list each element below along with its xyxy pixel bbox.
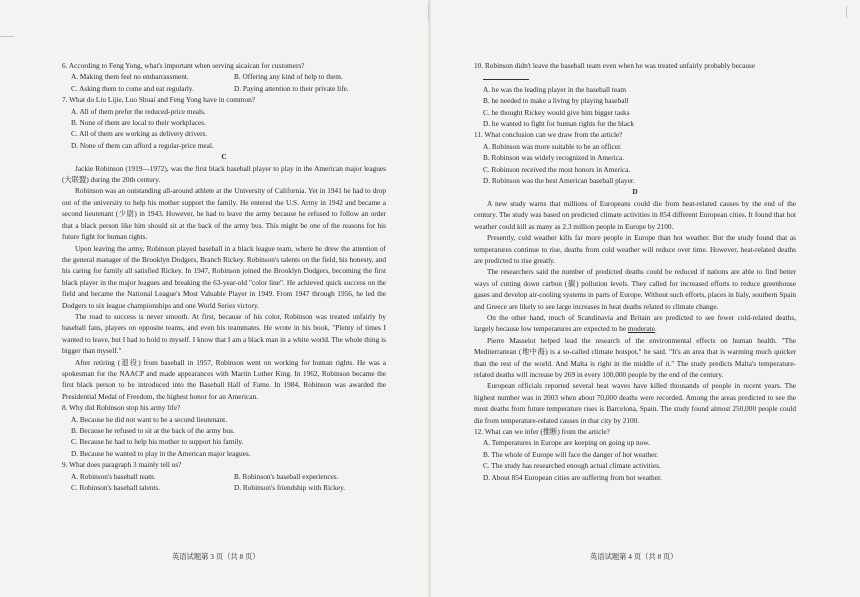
q6-option-d: D. Paying attention to their private life. bbox=[234, 83, 349, 93]
left-page-footer: 英语试题第 3 页（共 8 页） bbox=[172, 552, 260, 561]
q11-option-a: A. Robinson was more suitable to be an officer. bbox=[483, 141, 622, 151]
q12-option-b: B. The whole of Europe will face the danger of hot weather. bbox=[483, 449, 659, 459]
q7-option-a: A. All of them prefer the reduced-price meals. bbox=[71, 106, 206, 116]
q7-option-b: B. None of them are local to their workplaces. bbox=[71, 118, 206, 128]
right-page-footer: 英语试题第 4 页（共 8 页） bbox=[590, 552, 678, 561]
q7-stem: 7. What do Liu Lijie, Luo Shuai and Feng Yong have in common? bbox=[62, 95, 256, 105]
q9-options-row1 bbox=[62, 471, 386, 482]
left-page bbox=[62, 60, 386, 493]
passage-c-paragraph: Jackie Robinson (1919—1972), was the first black baseball player to play in the American major leagues (大联盟) during the 20th century. bbox=[62, 163, 386, 185]
passage-d-paragraph: Pierre Masselot helped lead the research of the environmental effects on human health. "The Mediterranean (地中海) is a so-called climate hotspot," he said. "It's an area that is warming much quicker than the rest of the world. And Malta is right in the middle of it." The study predicts Malta's temperature-related deaths will increase by 269 in every 100,000 people by the end of the century. bbox=[474, 335, 796, 379]
q6-option-b: B. Offering any kind of help to them. bbox=[234, 72, 343, 82]
q8-option-d: D. Because he wanted to play in the American major leagues. bbox=[71, 448, 251, 458]
q6-options-row1 bbox=[62, 71, 386, 82]
q9-option-d: D. Robinson's friendship with Rickey. bbox=[234, 483, 346, 493]
q9-option-a: A. Robinson's baseball team. bbox=[71, 471, 156, 481]
section-heading-d: D bbox=[632, 187, 638, 197]
q10-option-c: C. he thought Rickey would give him bigger tasks bbox=[483, 107, 630, 117]
passage-d-text: On the other hand, much of Scandinavia and Britain are predicted to see fewer cold-related deaths, largely because low temperatures are expected to be bbox=[474, 312, 796, 334]
q8-stem: 8. Why did Robinson stop his army life? bbox=[62, 403, 181, 413]
crop-mark bbox=[846, 6, 847, 18]
page-fold bbox=[428, 0, 431, 597]
q10-stem: 10. Robinson didn't leave the baseball team even when he was treated unfairly probably because bbox=[474, 61, 756, 70]
q9-option-b: B. Robinson's baseball experiences. bbox=[234, 471, 339, 481]
q10-blank bbox=[474, 71, 796, 83]
q7-option-d: D. None of them can afford a regular-price meal. bbox=[71, 140, 214, 150]
q11-stem: 11. What conclusion can we draw from the article? bbox=[474, 130, 623, 140]
passage-c-paragraph: After retiring (退役) from baseball in 1957, Robinson went on working for human rights. He was a spokesman for the NAACP and made appearances with Martin Luther King. In 1962, Robinson became the first black person to be introduced into the Baseball Hall of Fame. In 1984, Robinson was awarded the Presidential Medal of Freedom, the highest honor for an American. bbox=[62, 357, 386, 401]
passage-d-paragraph: On the other hand, much of Scandinavia and Britain are predicted to see fewer cold-related deaths, largely because low temperatures are expected to be moderate. bbox=[474, 312, 796, 334]
passage-c-paragraph: The road to success is never smooth. At first, because of his color, Robinson was treated unfairly by baseball fans, players on opposite teams, and even his teammates. He wrote in his book, "Plenty of times I wanted to leave, but I had to hold to myself. I know that I am a black man in a white world. The whole thing is bigger than myself." bbox=[62, 311, 386, 356]
q12-option-c: C. The study has researched enough actual climate activities. bbox=[483, 461, 661, 471]
q6-stem: 6. According to Feng Yong, what's important when serving aicaican for customers? bbox=[62, 61, 305, 70]
crop-mark bbox=[0, 36, 14, 37]
q10-option-d: D. he wanted to fight for human rights for the black bbox=[483, 119, 634, 129]
q6-options-row2 bbox=[62, 83, 386, 94]
q6-option-a: A. Making them feel no embarrassment. bbox=[71, 72, 189, 82]
q9-option-c: C. Robinson's baseball talents. bbox=[71, 483, 161, 493]
q10-option-b: B. he needed to make a living by playing baseball bbox=[483, 96, 629, 106]
underlined-word: moderate bbox=[627, 324, 655, 334]
q9-stem: 9. What does paragraph 3 mainly tell us? bbox=[62, 460, 182, 470]
passage-d-paragraph: European officials reported several heat waves have killed thousands of people in recent years. The highest number was in 2003 when about 70,000 deaths were recorded. Among the areas predicted to see the most deaths from future temperature rises is Barcelona, Spain. The study found almost 250,000 people could die from temperature-related causes in that city by 2100. bbox=[474, 381, 796, 425]
q11-option-c: C. Robinson received the most honors in America. bbox=[483, 164, 631, 174]
passage-d-paragraph: Presently, cold weather kills far more people in Europe than hot weather. But the study found that as temperatures continue to rise, deaths from cold weather will reduce over time. However, heat-related deaths are predicted to rise greatly. bbox=[474, 233, 796, 265]
crop-mark bbox=[428, 4, 429, 20]
passage-c-paragraph: Robinson was an outstanding all-around athlete at the University of California. Yet in 1941 he had to drop out of the university to help his mother support the family. He entered the U.S. Army in 1942 and became a second lieutenant (少尉) in 1943. However, he had to leave the army because he refused to follow an order that a black person like him should sit at the back of the army bus. This might be one of the reasons for his future fight for human rights. bbox=[62, 186, 386, 242]
passage-c-paragraph: Upon leaving the army, Robinson played baseball in a black league team, where he drew the attention of the general manager of the Brooklyn Dodgers, Branch Rickey. Robinson's talents on the field, his honesty, and his caring for family all satisfied Rickey. In 1947, Robinson joined the Brooklyn Dodgers, becoming the first black player in the major leagues and breaking the 63-year-old "color line". He achieved quick success on the field and became the National League's Most Valuable Player in 1949. From 1947 through 1956, he led the Dodgers to six league championships and one World Series victory. bbox=[62, 243, 386, 310]
section-heading-c: C bbox=[221, 152, 227, 162]
q11-option-d: D. Robinson was the best American baseball player. bbox=[483, 176, 635, 186]
q7-option-c: C. All of them are working as delivery drivers. bbox=[71, 129, 208, 139]
q9-options-row2 bbox=[62, 482, 386, 493]
q12-option-a: A. Temperatures in Europe are keeping on going up now. bbox=[483, 438, 650, 448]
q12-stem: 12. What can we infer (推断) from the article? bbox=[474, 427, 610, 436]
q8-option-a: A. Because he did not want to be a second lieutenant. bbox=[71, 414, 228, 424]
q6-option-c: C. Asking them to come and eat regularly. bbox=[71, 83, 194, 93]
passage-d-paragraph: A new study warns that millions of Europeans could die from heat-related causes by the end of the century. The study was based on predicted climate activities in 854 different European cities. It found that hot weather could kill as many as 2.3 million people in Europe by 2100. bbox=[474, 198, 796, 231]
passage-d-paragraph: The researchers said the number of predicted deaths could be reduced if nations are able to find better ways of cutting down carbon (碳) pollution levels. They called for increased efforts to reduce greenhouse gases and develop air-cooling systems in parts of Europe. Without such efforts, places in Italy, southern Spain and Greece are likely to see large increases in heat deaths related to climate change. bbox=[474, 267, 796, 311]
q8-option-c: C. Because he had to help his mother to support his family. bbox=[71, 437, 244, 447]
q12-option-d: D. About 854 European cities are suffering from hot weather. bbox=[483, 472, 662, 482]
q8-option-b: B. Because he refused to sit at the back of the army bus. bbox=[71, 426, 235, 435]
q11-option-b: B. Robinson was widely recognized in America. bbox=[483, 153, 625, 163]
right-page bbox=[474, 60, 796, 483]
q10-option-a: A. he was the leading player in the baseball team bbox=[483, 84, 627, 94]
answer-blank bbox=[483, 71, 529, 80]
